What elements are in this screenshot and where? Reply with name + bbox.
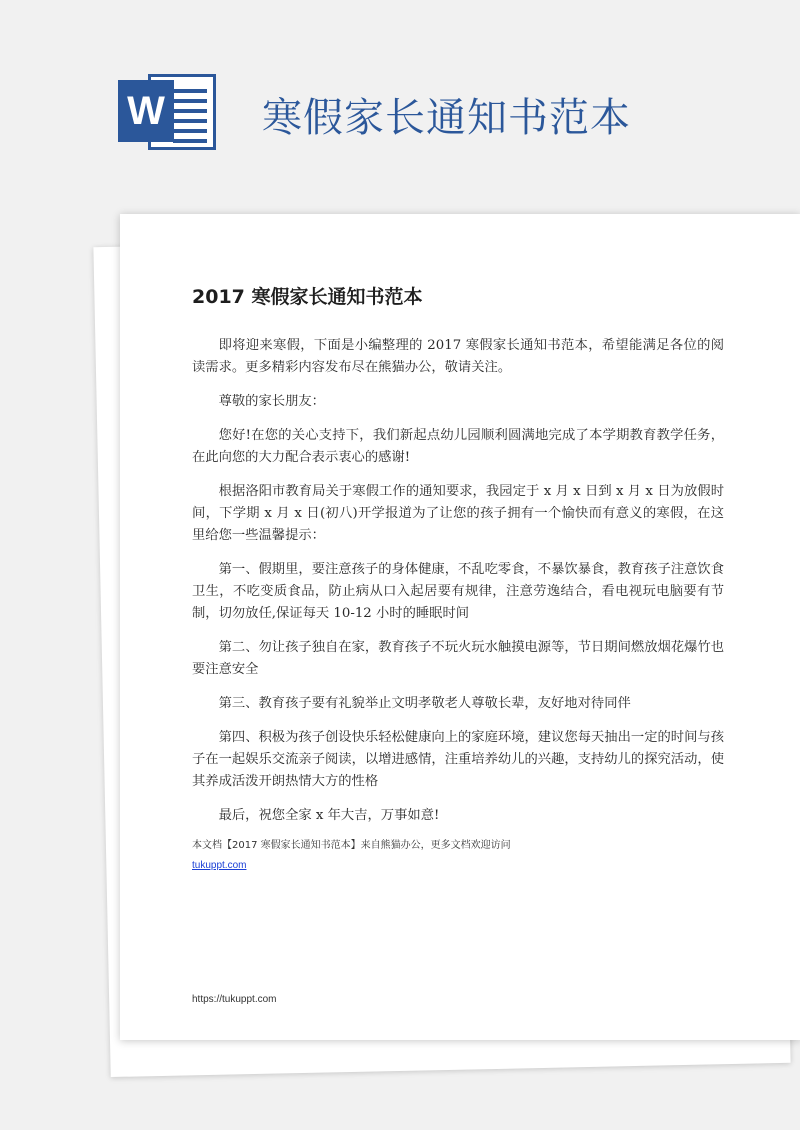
footer-link[interactable]: tukuppt.com (192, 860, 247, 871)
banner (0, 0, 800, 200)
word-logo-letter: W (118, 80, 174, 142)
paragraph-tip-3: 第三、教育孩子要有礼貌举止文明孝敬老人尊敬长辈，友好地对待同伴 (218, 696, 631, 711)
paragraph-tip-1: 第一、假期里，要注意孩子的身体健康，不乱吃零食，不暴饮暴食，教育孩子注意饮食卫生，不吃变质食品，防止病从口入起居要有规律，注意劳逸结合，看电视玩电脑要有节制，切勿放任,保证每天 10-12 小时的睡眠时间 (192, 562, 724, 621)
paragraph-tip-2: 第二、勿让孩子独自在家，教育孩子不玩火玩水触摸电源等，节日期间燃放烟花爆竹也要注意安全 (192, 640, 724, 677)
document-body (192, 282, 724, 873)
paragraph-closing: 最后，祝您全家 x 年大吉，万事如意! (218, 808, 440, 823)
paragraph-intro: 即将迎来寒假，下面是小编整理的 2017 寒假家长通知书范本，希望能满足各位的阅读需求。更多精彩内容发布尽在熊猫办公，敬请关注。 (192, 338, 724, 375)
word-doc-icon (118, 70, 218, 154)
document-title: 2017 寒假家长通知书范本 (192, 286, 423, 308)
footer-note: 本文档【2017 寒假家长通知书范本】来自熊猫办公，更多文档欢迎访问 (192, 840, 511, 851)
paragraph-tip-4: 第四、积极为孩子创设快乐轻松健康向上的家庭环境，建议您每天抽出一定的时间与孩子在一起娱乐交流亲子阅读，以增进感情，注重培养幼儿的兴趣，支持幼儿的探究活动，使其养成活泼开朗热情大方的性格 (192, 730, 724, 789)
paragraph-schedule: 根据洛阳市教育局关于寒假工作的通知要求，我园定于 x 月 x 日到 x 月 x 日为放假时间，下学期 x 月 x 日(初八)开学报道为了让您的孩子拥有一个愉快而有意义的寒假，在这里给您一些温馨提示： (192, 484, 724, 543)
paragraph-salutation: 尊敬的家长朋友： (218, 394, 325, 409)
document-page (120, 214, 800, 1040)
paragraph-thanks: 您好!在您的关心支持下，我们新起点幼儿园顺利圆满地完成了本学期教育教学任务，在此向您的大力配合表示衷心的感谢! (192, 428, 724, 465)
banner-title: 寒假家长通知书范本 (262, 95, 631, 141)
page-url: https://tukuppt.com (192, 994, 277, 1005)
